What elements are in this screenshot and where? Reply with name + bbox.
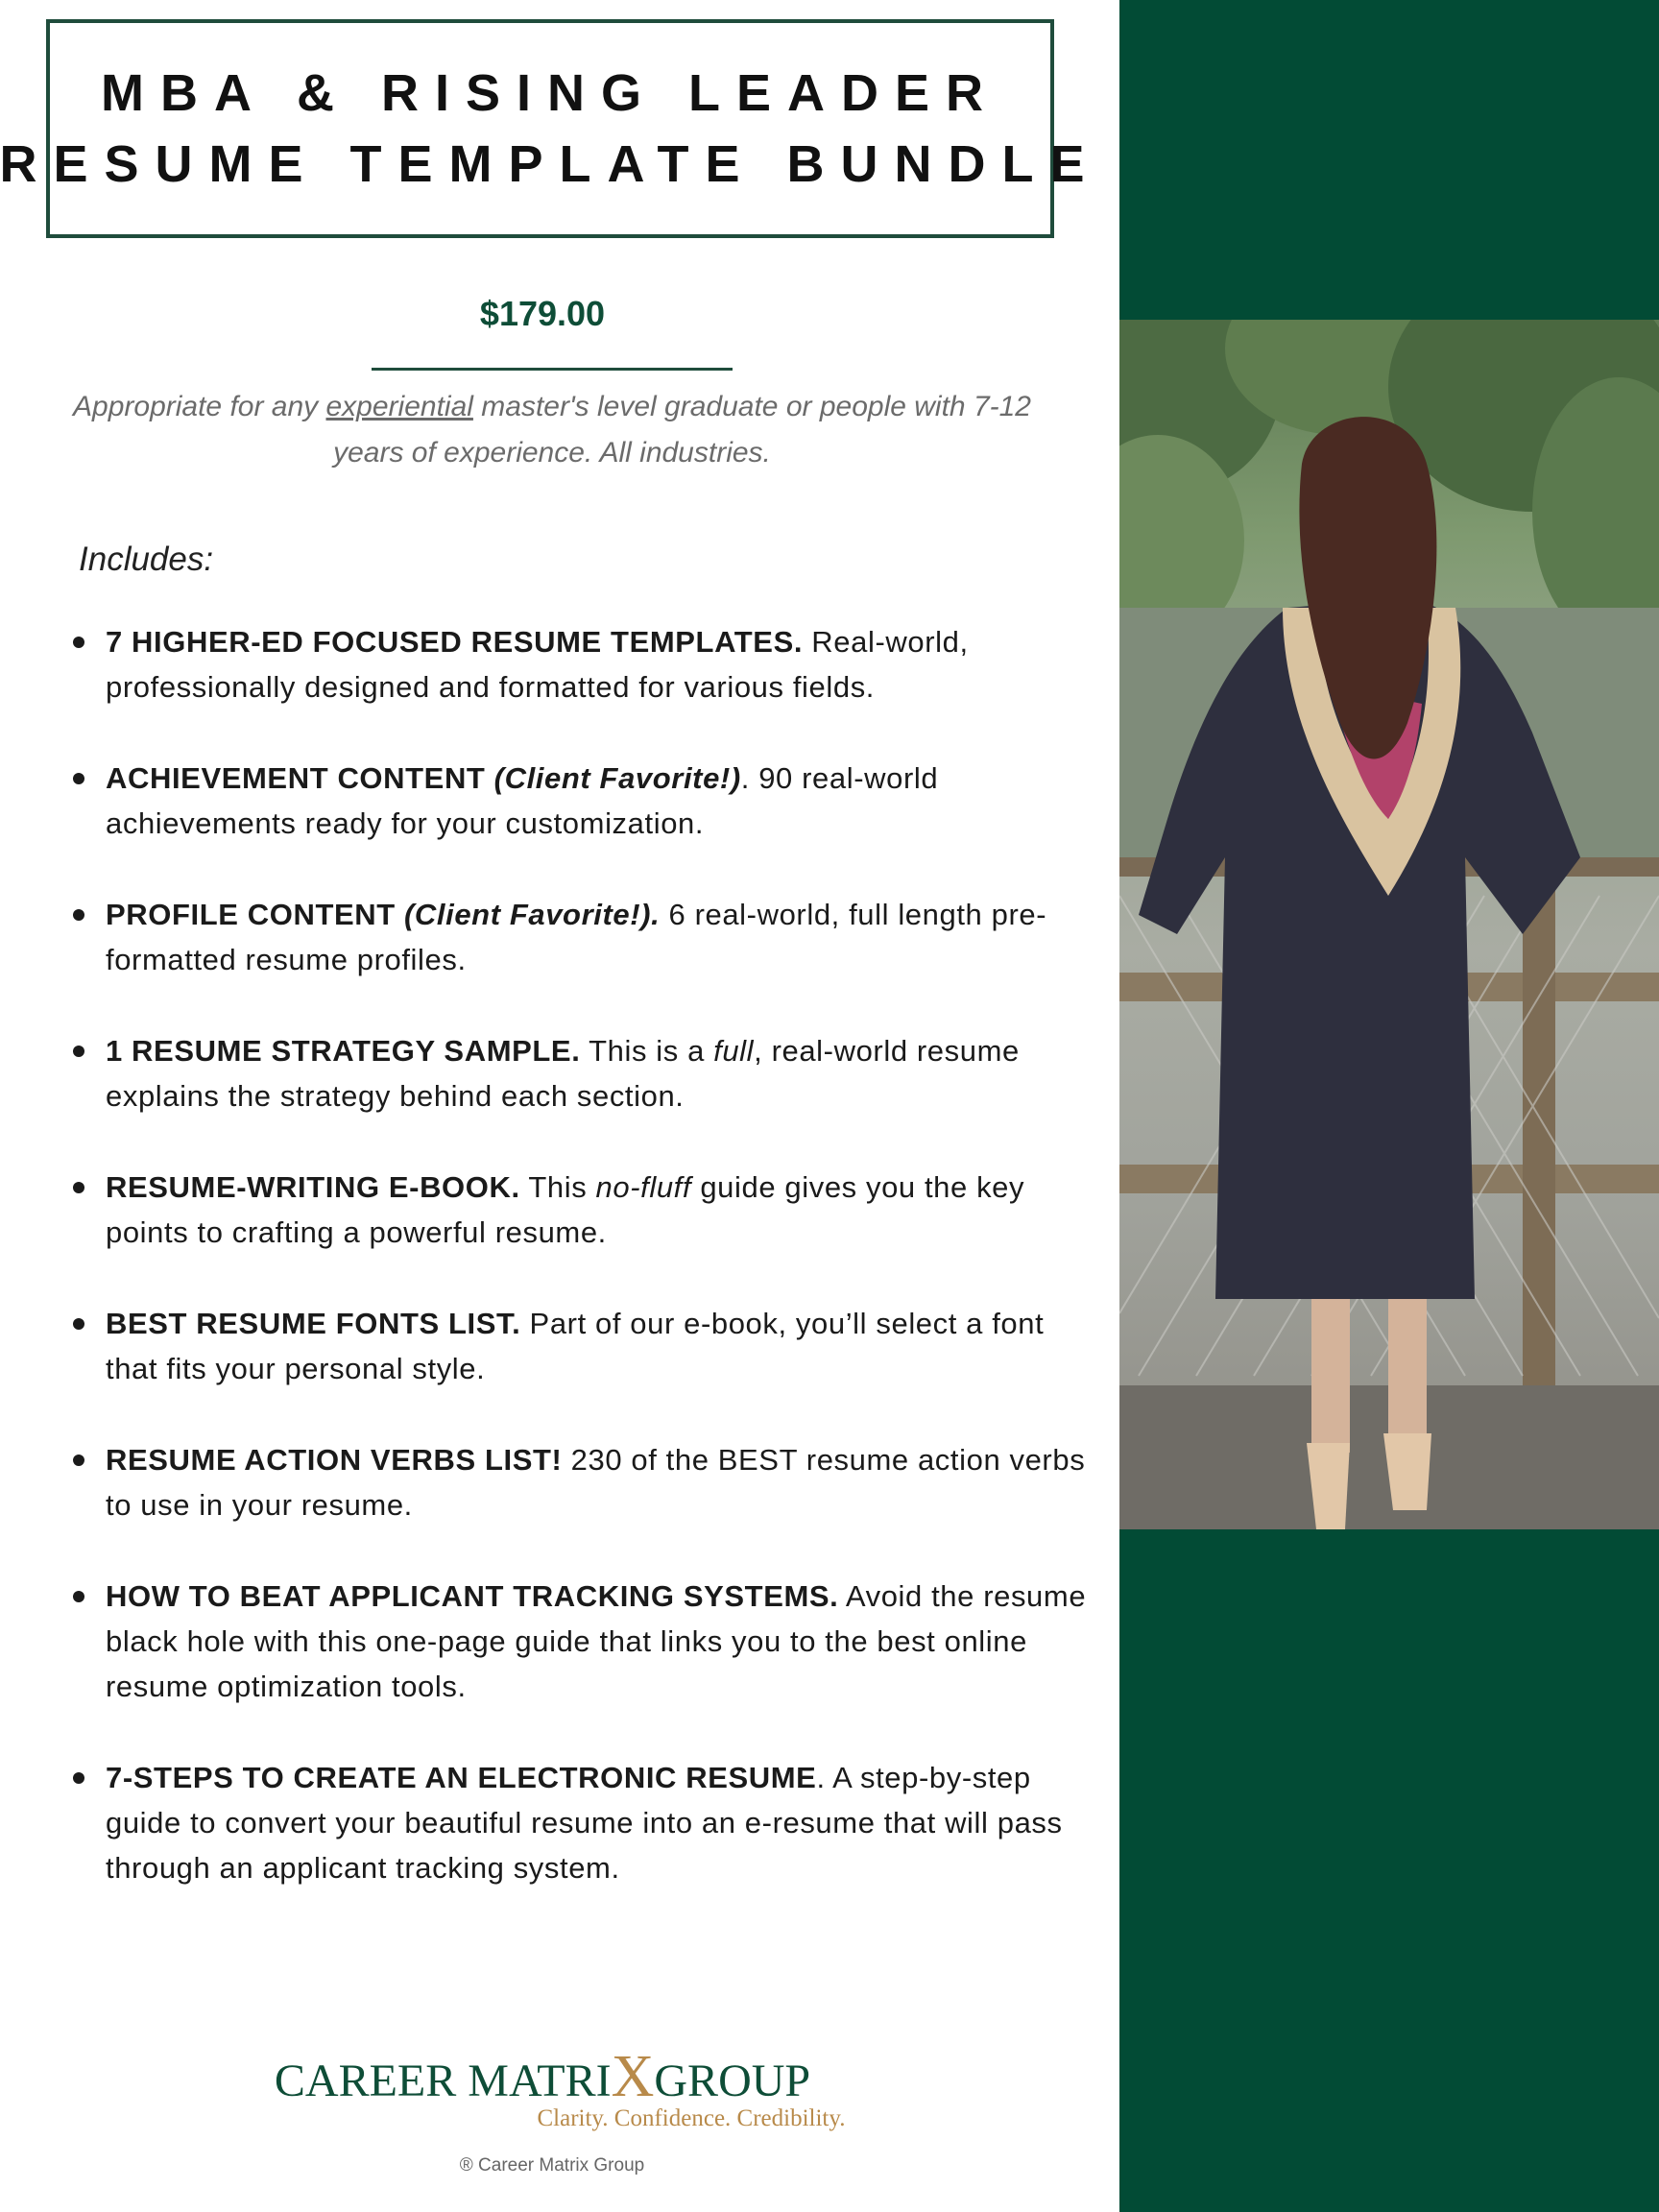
- item-heading-italic: (Client Favorite!): [485, 761, 741, 795]
- list-item-text: [106, 1301, 1104, 1391]
- tagline-after: master's level graduate or people with 7-12 years of experience. All industries.: [333, 391, 1031, 469]
- item-heading: PROFILE CONTENT: [106, 898, 396, 931]
- logo-x-icon: X: [611, 2044, 655, 2109]
- item-rest-before: This: [519, 1170, 596, 1204]
- item-heading: ACHIEVEMENT CONTENT: [106, 761, 486, 795]
- item-rest: . A step-by-step guide to convert your beautiful resume into an e-resume that will pass through an applicant tracking system.: [106, 1761, 1063, 1885]
- item-rest: 230 of the BEST resume action verbs to use in your resume.: [106, 1443, 1086, 1522]
- item-rest-italic: no-fluff: [595, 1170, 692, 1204]
- list-item-text: [106, 619, 1104, 709]
- list-item-text: [106, 1574, 1104, 1709]
- includes-label: Includes:: [79, 541, 214, 578]
- price: $179.00: [479, 294, 606, 333]
- item-heading: 1 RESUME STRATEGY SAMPLE.: [106, 1034, 581, 1068]
- bullet-icon: [73, 1182, 84, 1193]
- item-heading: RESUME-WRITING E-BOOK.: [106, 1170, 520, 1204]
- item-heading: 7 HIGHER-ED FOCUSED RESUME TEMPLATES.: [106, 625, 804, 659]
- item-rest: , real-world resume explains the strategy behind each section.: [106, 1034, 1020, 1113]
- item-rest-italic: full: [713, 1034, 755, 1068]
- graduate-photo: [1119, 320, 1659, 1529]
- bullet-icon: [73, 1772, 84, 1784]
- list-item-text: [106, 1437, 1104, 1527]
- title-line-1: MBA & RISING LEADER: [100, 64, 999, 122]
- item-rest: 6 real-world, full length pre-formatted resume profiles.: [106, 898, 1047, 976]
- item-heading: HOW TO BEAT APPLICANT TRACKING SYSTEMS.: [106, 1579, 839, 1613]
- price-divider: [372, 368, 733, 371]
- item-rest: Real-world, professionally designed and formatted for various fields.: [106, 625, 969, 704]
- tagline-underlined: experiential: [325, 391, 473, 422]
- title-box: [0, 19, 1101, 238]
- copyright: ® Career Matrix Group: [459, 2155, 645, 2176]
- list-item-text: [106, 892, 1104, 982]
- item-rest: . 90 real-world achievements ready for your customization.: [106, 761, 939, 840]
- bullet-icon: [73, 1455, 84, 1466]
- item-rest-before: This is a: [580, 1034, 714, 1068]
- bullet-icon: [73, 1591, 84, 1602]
- item-rest: Part of our e-book, you’ll select a font that fits your personal style.: [106, 1307, 1045, 1385]
- list-item-text: [106, 1165, 1104, 1255]
- item-rest: guide gives you the key points to crafting a powerful resume.: [106, 1170, 1025, 1249]
- list-item-text: [106, 756, 1104, 846]
- tagline: [58, 384, 1046, 476]
- title-line-2: RESUME TEMPLATE BUNDLE: [0, 135, 1101, 193]
- list-item-text: [106, 1755, 1104, 1890]
- logo-name: [0, 2043, 1085, 2111]
- item-rest: Avoid the resume black hole with this one-page guide that links you to the best online resume optimization tools.: [106, 1579, 1087, 1703]
- item-heading: 7-STEPS TO CREATE AN ELECTRONIC RESUME: [106, 1761, 817, 1794]
- item-heading: RESUME ACTION VERBS LIST!: [106, 1443, 563, 1477]
- bullet-icon: [73, 637, 84, 648]
- logo-name-right: GROUP: [654, 2056, 811, 2106]
- logo-name-left: CAREER MATRI: [274, 2056, 612, 2106]
- career-matrix-logo: [0, 2043, 1085, 2132]
- list-item-text: [106, 1028, 1104, 1118]
- tagline-before: Appropriate for any: [73, 391, 326, 422]
- logo-tagline: Clarity. Confidence. Credibility.: [537, 2105, 846, 2131]
- bullet-icon: [73, 773, 84, 784]
- bullet-icon: [73, 1046, 84, 1057]
- bullet-icon: [73, 909, 84, 921]
- item-heading: BEST RESUME FONTS LIST.: [106, 1307, 521, 1340]
- item-heading-italic: (Client Favorite!).: [395, 898, 661, 931]
- bullet-icon: [73, 1318, 84, 1330]
